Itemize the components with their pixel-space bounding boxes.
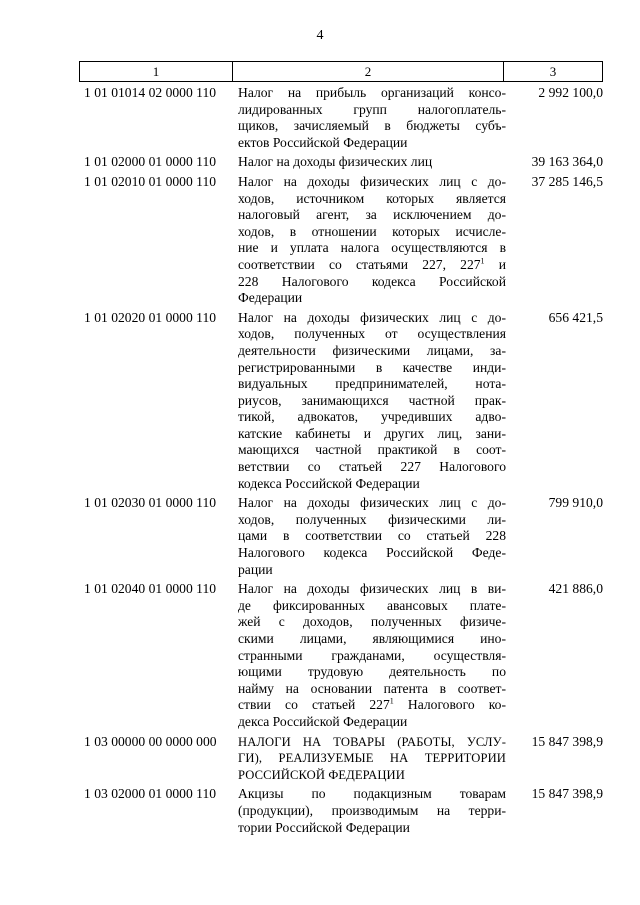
name-line-text: соответствии со статьями 227, 227 bbox=[238, 256, 481, 272]
item-name bbox=[238, 581, 506, 730]
item-name bbox=[238, 495, 506, 578]
name-line: Налог на доходы физических лиц с до- bbox=[238, 173, 506, 189]
budget-code: 1 01 01014 02 0000 110 bbox=[84, 85, 217, 100]
amount: 15 847 398,9 bbox=[531, 786, 603, 802]
name-line: кодекса Российской Федерации bbox=[238, 475, 420, 491]
table-row bbox=[79, 174, 603, 307]
name-line: Федерации bbox=[238, 290, 303, 306]
table-row bbox=[79, 786, 603, 836]
amount: 656 421,5 bbox=[548, 309, 603, 325]
item-name bbox=[238, 154, 506, 171]
amount: 37 285 146,5 bbox=[531, 173, 603, 189]
name-line: найму на основании патента в соответ- bbox=[238, 680, 506, 696]
table-row bbox=[79, 734, 603, 784]
name-line: ектов Российской Федерации bbox=[238, 134, 408, 150]
name-line-text: ствии со статьей 227 bbox=[238, 697, 390, 713]
name-line: Налог на прибыль организаций консо- bbox=[238, 85, 506, 100]
amount: 2 992 100,0 bbox=[538, 85, 603, 100]
name-line: щиков, зачисляемый в бюджеты субъ- bbox=[238, 118, 506, 134]
footnote-marker: 1 bbox=[389, 696, 394, 706]
name-line: деятельности физическими лицами, за- bbox=[238, 342, 506, 358]
item-name bbox=[238, 310, 506, 493]
name-line: Налог на доходы физических лиц с до- bbox=[238, 309, 506, 325]
budget-code: 1 01 02020 01 0000 110 bbox=[84, 309, 217, 325]
item-name bbox=[238, 734, 506, 784]
budget-code: 1 03 02000 01 0000 110 bbox=[84, 786, 217, 802]
name-line: ветствии со статьей 227 Налогового bbox=[238, 459, 506, 475]
name-line: скими лицами, являющимися ино- bbox=[238, 631, 506, 646]
name-line: РОССИЙСКОЙ ФЕДЕРАЦИИ bbox=[238, 767, 405, 782]
name-line: налоговый агент, за исключением до- bbox=[238, 207, 506, 223]
table-header bbox=[79, 61, 603, 82]
name-line: риусов, занимающихся частной прак- bbox=[238, 392, 506, 408]
name-line: Налог на доходы физических лиц bbox=[238, 154, 433, 170]
item-name bbox=[238, 786, 506, 836]
name-line: ходов, в отношении которых исчисле- bbox=[238, 223, 506, 239]
name-line: дексa Российской Федерации bbox=[238, 713, 408, 729]
amount: 15 847 398,9 bbox=[531, 733, 603, 749]
name-line: регистрированными в качестве инди- bbox=[238, 359, 506, 375]
table-body bbox=[79, 85, 603, 839]
table-row bbox=[79, 495, 603, 578]
table-row bbox=[79, 154, 603, 171]
table-row bbox=[79, 85, 603, 151]
name-line: цами в соответствии со статьей 228 bbox=[238, 528, 506, 544]
name-line: Акцизы по подакцизным товарам bbox=[238, 786, 506, 802]
name-line: рации bbox=[238, 561, 273, 577]
name-line: мающихся частной практикой в соот- bbox=[238, 442, 506, 458]
name-line: ние и уплата налога осуществляются в bbox=[238, 240, 506, 256]
budget-code: 1 01 02000 01 0000 110 bbox=[84, 154, 217, 170]
name-line-tail: и bbox=[484, 256, 506, 272]
name-line: Налог на доходы физических лиц в ви- bbox=[238, 581, 506, 597]
name-line bbox=[238, 257, 506, 274]
name-line: 228 Налогового кодекса Российской bbox=[238, 273, 506, 289]
name-line: катские кабинеты и других лиц, зани- bbox=[238, 425, 506, 441]
budget-code: 1 01 02040 01 0000 110 bbox=[84, 581, 217, 597]
footnote-marker: 1 bbox=[480, 256, 485, 266]
name-line: лидированных групп налогоплатель- bbox=[238, 101, 506, 117]
name-line: тории Российской Федерации bbox=[238, 819, 410, 835]
budget-code: 1 01 02030 01 0000 110 bbox=[84, 495, 217, 511]
name-line: Налог на доходы физических лиц с до- bbox=[238, 495, 506, 511]
name-line: ходов, полученных физическими ли- bbox=[238, 511, 506, 527]
name-line-tail: Налогового ко- bbox=[393, 697, 506, 713]
name-line: жей с доходов, полученных физиче- bbox=[238, 614, 506, 630]
header-col-2: 2 bbox=[233, 62, 504, 81]
amount: 421 886,0 bbox=[548, 581, 603, 597]
name-line bbox=[238, 697, 506, 714]
item-name bbox=[238, 85, 506, 151]
name-line: де фиксированных авансовых плате- bbox=[238, 597, 506, 613]
header-col-3: 3 bbox=[549, 63, 557, 79]
table-row bbox=[79, 581, 603, 730]
name-line: ходов, источником которых является bbox=[238, 190, 506, 206]
name-line: Налогового кодекса Российской Феде- bbox=[238, 545, 506, 561]
name-line: (продукции), производимым на терри- bbox=[238, 802, 506, 818]
name-line: видуальных предпринимателей, нота- bbox=[238, 376, 506, 392]
name-line: ГИ), РЕАЛИЗУЕМЫЕ НА ТЕРРИТОРИИ bbox=[238, 751, 506, 766]
budget-code: 1 01 02010 01 0000 110 bbox=[84, 173, 217, 189]
name-line: странными гражданами, осуществля- bbox=[238, 647, 506, 663]
amount: 799 910,0 bbox=[548, 495, 603, 511]
table-row bbox=[79, 310, 603, 493]
name-line: ходов, полученных от осуществления bbox=[238, 326, 506, 342]
budget-code: 1 03 00000 00 0000 000 bbox=[84, 733, 217, 749]
name-line: ющими трудовую деятельность по bbox=[238, 664, 506, 680]
page-number: 4 bbox=[316, 28, 324, 43]
name-line: тикой, адвокатов, учредивших адво- bbox=[238, 409, 506, 425]
header-col-1: 1 bbox=[80, 62, 233, 81]
item-name bbox=[238, 174, 506, 307]
name-line: НАЛОГИ НА ТОВАРЫ (РАБОТЫ, УСЛУ- bbox=[238, 734, 506, 749]
amount: 39 163 364,0 bbox=[531, 154, 603, 170]
